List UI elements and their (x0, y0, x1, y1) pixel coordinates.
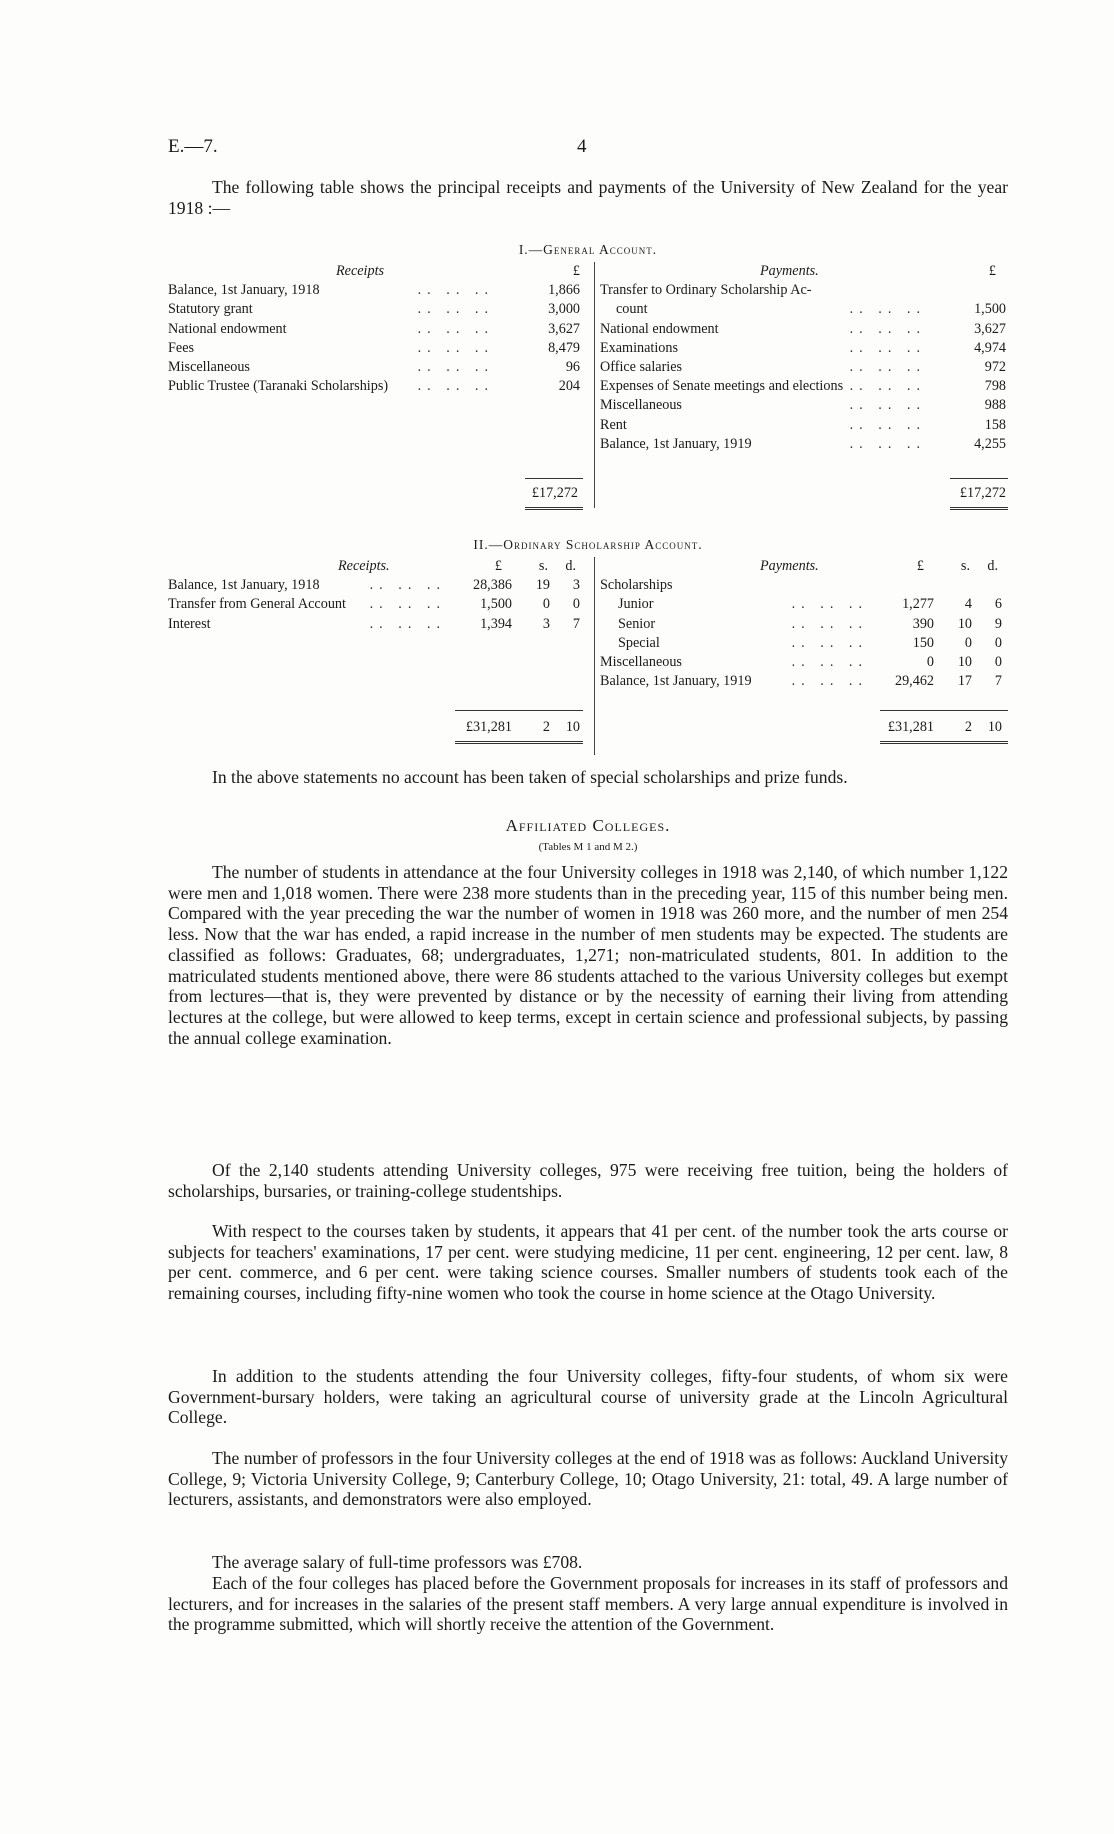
page-number: 4 (577, 136, 587, 157)
row-label: Balance, 1st January, 1919 (600, 673, 752, 690)
general-receipts-total: £17,272 (531, 485, 578, 501)
amount-pounds: 1,277 (902, 596, 934, 613)
general-payments-table (600, 262, 1008, 454)
row-label: Miscellaneous (168, 358, 250, 375)
total-double-rule (525, 507, 583, 510)
report-code: E.—7. (168, 136, 218, 157)
row-label: Special (618, 634, 660, 651)
row-label: National endowment (168, 320, 287, 337)
row-label: Statutory grant (168, 301, 253, 318)
row-amount: 3,627 (974, 320, 1006, 337)
table-row (168, 339, 586, 358)
leader-dots: .. .. .. (791, 653, 868, 670)
amount-pence: 0 (572, 596, 580, 613)
table-row (168, 595, 586, 614)
table-row (168, 300, 586, 319)
leader-dots: .. .. .. (849, 301, 926, 318)
amount-pounds: 1,394 (480, 615, 512, 632)
table-row (168, 281, 586, 300)
general-account-title: I.—General Account. (518, 242, 658, 257)
row-label: Examinations (600, 339, 679, 356)
row-label: Transfer to Ordinary Scholarship Ac- (600, 282, 812, 299)
total-double-rule (950, 507, 1008, 510)
leader-dots: .. .. .. (417, 320, 494, 337)
table-row (168, 358, 586, 377)
row-label: Transfer from General Account (168, 596, 346, 613)
amount-pence: 7 (572, 615, 580, 632)
table-header-row (600, 262, 1008, 281)
leader-dots: .. .. .. (791, 596, 868, 613)
total-double-rule (880, 741, 1008, 744)
table-row (168, 377, 586, 396)
leader-dots: .. .. .. (849, 358, 926, 375)
table-row (168, 320, 586, 339)
leader-dots: .. .. .. (791, 615, 868, 632)
row-label: Rent (600, 416, 627, 433)
body-paragraph-1: The number of students in attendance at the four University colleges in 1918 was 2,140, of which number 1,122 were men and 1,018 women. There were 238 more students than in the preceding year, 115 of this number being men. Compared with the year preceding the war the number of women in 1918 was 260 more, and the number of men 254 less. Now that the war has ended, a rapid increase in the number of men students may be expected. The students are classified as follows: Graduates, 68; undergraduates, 1,271; non-matriculated students, 801. In addition to the matriculated students mentioned above, there were 86 students attached to the various University colleges but exempt from lectures—that is, they were prevented by distance or by the necessity of earning their living from attending lectures at the college, but were allowed to keep terms, except in certain science and professional subjects, by passing the annual college examination. (168, 862, 1008, 1048)
shillings-header: s. (538, 558, 548, 574)
row-amount: 972 (984, 358, 1006, 375)
row-label: Scholarships (600, 577, 673, 594)
leader-dots: .. .. .. (369, 577, 446, 594)
leader-dots: .. .. .. (849, 397, 926, 414)
amount-pounds: 390 (912, 615, 934, 632)
table-row (600, 358, 1008, 377)
body-paragraph-2: Of the 2,140 students attending University colleges, 975 were receiving free tuition, being the holders of scholarships, bursaries, or training-college studentships. (168, 1160, 1008, 1201)
table-row (600, 435, 1008, 454)
leader-dots: .. .. .. (849, 339, 926, 356)
row-label: Balance, 1st January, 1919 (600, 435, 752, 452)
table-row (600, 634, 1008, 653)
amount-shillings: 3 (542, 615, 550, 632)
leader-dots: .. .. .. (417, 378, 494, 395)
row-amount: 158 (984, 416, 1006, 433)
row-label: Miscellaneous (600, 653, 682, 670)
scholarship-receipts-total (168, 718, 586, 737)
currency-symbol: £ (988, 263, 996, 279)
row-amount: 1,866 (548, 282, 580, 299)
leader-dots: .. .. .. (369, 596, 446, 613)
pence-header: d. (987, 558, 998, 574)
leader-dots: .. .. .. (369, 615, 446, 632)
leader-dots: .. .. .. (849, 378, 926, 395)
leader-dots: .. .. .. (849, 320, 926, 337)
table-header-row (168, 557, 586, 576)
leader-dots: .. .. .. (417, 282, 494, 299)
amount-pence: 0 (994, 634, 1002, 651)
row-amount: 798 (984, 378, 1006, 395)
leader-dots: .. .. .. (849, 435, 926, 452)
table-row (600, 615, 1008, 634)
intro-paragraph: The following table shows the principal receipts and payments of the University of New Zealand for the year 1918 :— (168, 177, 1008, 218)
table-row (600, 396, 1008, 415)
leader-dots: .. .. .. (849, 416, 926, 433)
section-subtitle: (Tables M 1 and M 2.) (538, 841, 638, 853)
amount-pence: 3 (572, 577, 580, 594)
leader-dots: .. .. .. (791, 634, 868, 651)
body-paragraph-3: With respect to the courses taken by students, it appears that 41 per cent. of the number took the arts course or subjects for teachers' examinations, 17 per cent. were studying medicine, 11 per cent. engineering, 12 per cent. law, 8 per cent. commerce, and 6 per cent. were taking science courses. Smaller numbers of students took each of the remaining courses, including fifty-nine women who took the course in home science at the Otago University. (168, 1221, 1008, 1304)
row-label: National endowment (600, 320, 719, 337)
row-label: Fees (168, 339, 195, 356)
total-rule (525, 478, 583, 479)
table-header-row (600, 557, 1008, 576)
leader-dots: .. .. .. (417, 301, 494, 318)
amount-shillings: 10 (957, 653, 972, 670)
general-receipts-table (168, 262, 586, 396)
row-label: Public Trustee (Taranaki Scholarships) (168, 378, 389, 395)
table-row (600, 653, 1008, 672)
receipts-heading: Receipts (336, 263, 385, 279)
table-row (600, 416, 1008, 435)
total-rule (950, 478, 1008, 479)
table-row (168, 576, 586, 595)
body-paragraph-7: Each of the four colleges has placed before the Government proposals for increases in its staff of professors and lecturers, and for increases in the salaries of the present staff members. A very large annual expenditure is involved in the programme submitted, which will shortly receive the attention of the Government. (168, 1573, 1008, 1635)
row-label: Miscellaneous (600, 397, 682, 414)
pounds-header: £ (494, 558, 502, 574)
table-row (600, 595, 1008, 614)
row-label: Interest (168, 615, 211, 632)
amount-pence: 9 (994, 615, 1002, 632)
row-label: Office salaries (600, 358, 683, 375)
row-label: count (616, 301, 648, 318)
row-label: Junior (618, 596, 654, 613)
total-rule (880, 710, 1008, 711)
leader-dots: .. .. .. (417, 358, 494, 375)
amount-shillings: 19 (535, 577, 550, 594)
leader-dots: .. .. .. (791, 673, 868, 690)
table-row (600, 320, 1008, 339)
column-divider (594, 557, 595, 755)
currency-symbol: £ (572, 263, 580, 279)
total-double-rule (455, 741, 583, 744)
leader-dots: .. .. .. (417, 339, 494, 356)
pounds-header: £ (916, 558, 924, 574)
row-label: Senior (618, 615, 656, 632)
row-amount: 4,255 (974, 435, 1006, 452)
table-row (600, 377, 1008, 396)
row-amount: 3,627 (548, 320, 580, 337)
amount-shillings: 17 (957, 673, 972, 690)
payments-heading: Payments. (760, 558, 819, 574)
amount-pounds: 29,462 (894, 673, 934, 690)
amount-pounds: 1,500 (480, 596, 512, 613)
row-amount: 96 (565, 358, 580, 375)
row-label: Balance, 1st January, 1918 (168, 282, 320, 299)
general-payments-total: £17,272 (959, 485, 1006, 501)
row-amount: 1,500 (974, 301, 1006, 318)
total-rule (455, 710, 583, 711)
shillings-header: s. (960, 558, 970, 574)
table-row (600, 300, 1008, 319)
table-row (168, 615, 586, 634)
scholarship-payments-total (600, 718, 1008, 737)
pence-header: d. (565, 558, 576, 574)
row-amount: 4,974 (974, 339, 1006, 356)
amount-pence: 0 (994, 653, 1002, 670)
amount-pounds: 28,386 (472, 577, 512, 594)
scholarship-receipts-table (168, 557, 586, 634)
table-header-row (168, 262, 586, 281)
total-row: £31,281 2 10 (465, 719, 580, 735)
amount-shillings: 10 (957, 615, 972, 632)
row-amount: 204 (558, 378, 580, 395)
body-paragraph-5: The number of professors in the four University colleges at the end of 1918 was as follows: Auckland University College, 9; Victoria University College, 9; Canterbury College, 10; Otago University, 21: total, 49. A large number of lecturers, assistants, and demonstrators were also employed. (168, 1448, 1008, 1510)
row-amount: 988 (984, 397, 1006, 414)
amount-pence: 6 (994, 596, 1002, 613)
row-label: Expenses of Senate meetings and elections (600, 378, 844, 395)
scholarship-account-title: II.—Ordinary Scholarship Account. (473, 537, 703, 552)
scholarship-payments-table (600, 557, 1008, 691)
receipts-heading: Receipts. (338, 558, 390, 574)
column-divider (594, 262, 595, 508)
table-row (600, 281, 1008, 300)
row-amount: 8,479 (548, 339, 580, 356)
amount-shillings: 4 (964, 596, 972, 613)
row-label: Balance, 1st January, 1918 (168, 577, 320, 594)
table-row (600, 339, 1008, 358)
section-title: Affiliated Colleges. (505, 816, 671, 835)
amount-shillings: 0 (542, 596, 550, 613)
row-amount: 3,000 (548, 301, 580, 318)
body-paragraph-4: In addition to the students attending the four University colleges, fifty-four students, of whom six were Government-bursary holders, were taking an agricultural course of university grade at the Lincoln Agricultural College. (168, 1366, 1008, 1428)
payments-heading: Payments. (760, 263, 819, 279)
amount-shillings: 0 (964, 634, 972, 651)
table-row (600, 672, 1008, 691)
table-row (600, 576, 1008, 595)
amount-pounds: 150 (912, 634, 934, 651)
body-paragraph-6: The average salary of full-time professors was £708. (212, 1552, 583, 1572)
total-row: £31,281 2 10 (887, 719, 1002, 735)
note-paragraph: In the above statements no account has been taken of special scholarships and prize funds. (212, 767, 848, 787)
amount-pounds: 0 (926, 653, 934, 670)
amount-pence: 7 (994, 673, 1002, 690)
